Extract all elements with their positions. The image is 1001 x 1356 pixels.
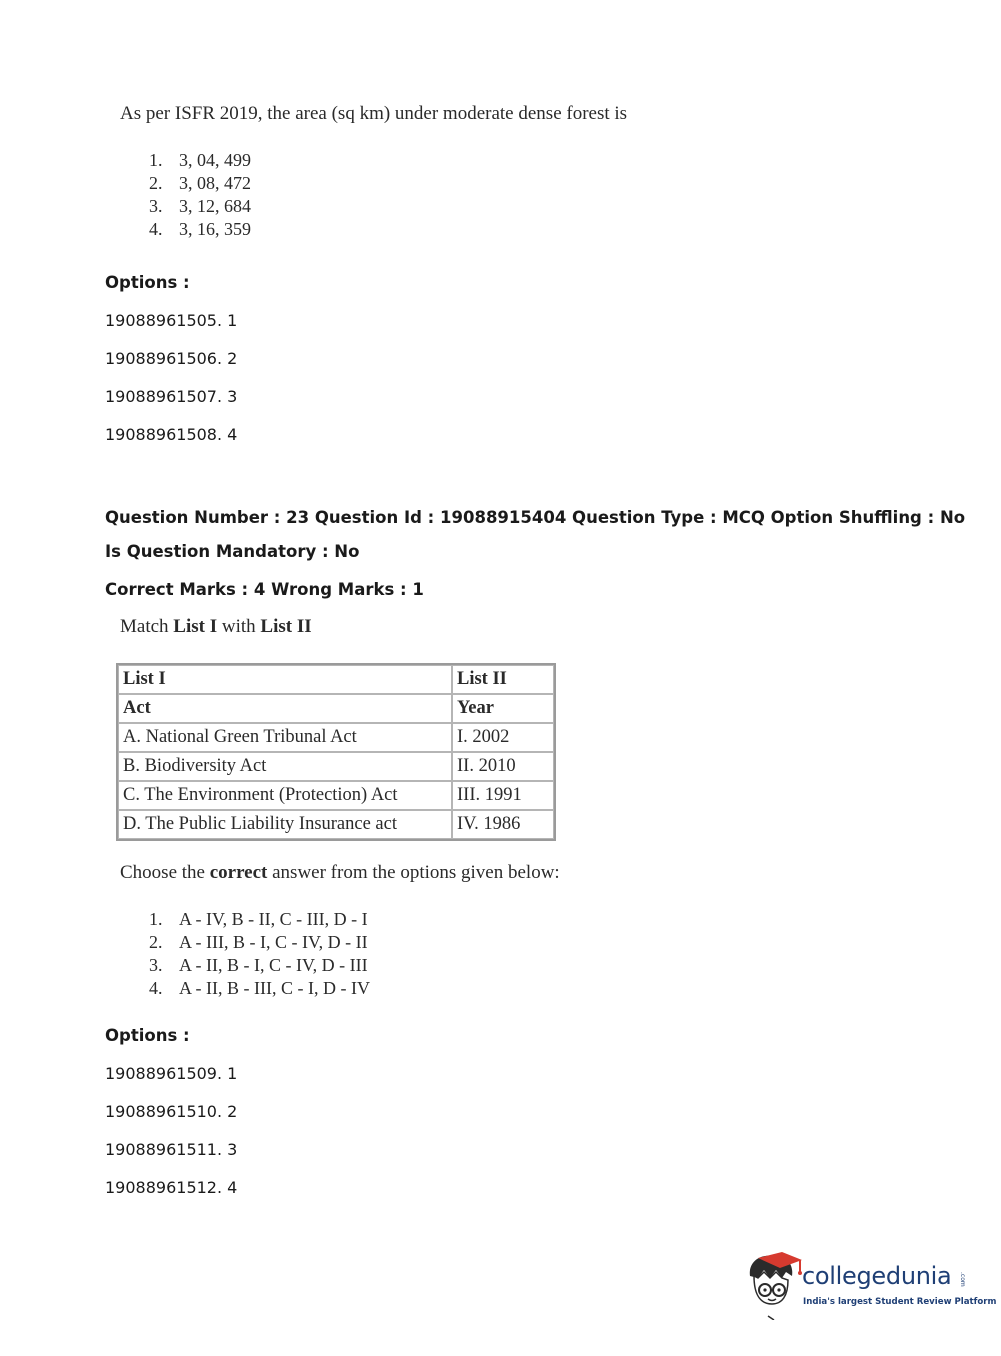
choice-item: 2. 3, 08, 472 (149, 173, 251, 193)
choice-item: 1. A - IV, B - II, C - III, D - I (149, 909, 368, 929)
table-row (118, 810, 554, 839)
table-cell: I. 2002 (452, 723, 554, 752)
option-id: 19088961505. 1 (105, 311, 238, 330)
option-id: 19088961506. 2 (105, 349, 238, 368)
table-header-cell: List II (452, 665, 554, 694)
table-cell: IV. 1986 (452, 810, 554, 839)
table-cell: III. 1991 (452, 781, 554, 810)
table-header-cell: List I (118, 665, 452, 694)
question-22-text: As per ISFR 2019, the area (sq km) under moderate dense forest is (120, 103, 628, 124)
table-header-row (118, 665, 554, 694)
choice-item: 3. 3, 12, 684 (149, 196, 251, 216)
options-heading: Options : (105, 273, 190, 292)
collegedunia-mascot-icon (742, 1250, 804, 1320)
table-row (118, 781, 554, 810)
table-cell: C. The Environment (Protection) Act (118, 781, 452, 810)
choice-item: 1. 3, 04, 499 (149, 150, 251, 170)
brand-tagline: India's largest Student Review Platform (803, 1297, 997, 1307)
choice-item: 4. 3, 16, 359 (149, 219, 251, 239)
option-id: 19088961511. 3 (105, 1140, 238, 1159)
question-23-meta: Question Number : 23 Question Id : 19088915404 Question Type : MCQ Option Shuffling : No (105, 508, 966, 527)
match-intro: Match List I with List II (120, 616, 312, 637)
option-id: 19088961512. 4 (105, 1178, 238, 1197)
options-heading: Options : (105, 1026, 190, 1045)
choice-item: 2. A - III, B - I, C - IV, D - II (149, 932, 368, 952)
option-id: 19088961507. 3 (105, 387, 238, 406)
option-id: 19088961510. 2 (105, 1102, 238, 1121)
brand-name: collegedunia (802, 1262, 952, 1290)
table-row (118, 723, 554, 752)
choice-item: 3. A - II, B - I, C - IV, D - III (149, 955, 368, 975)
match-table (116, 663, 556, 841)
question-22-choices (149, 149, 251, 241)
table-subheader-row (118, 694, 554, 723)
choose-instruction: Choose the correct answer from the options given below: (120, 862, 560, 883)
table-cell: II. 2010 (452, 752, 554, 781)
option-id: 19088961508. 4 (105, 425, 238, 444)
brand-domain-suffix: .com (959, 1272, 966, 1287)
question-mandatory: Is Question Mandatory : No (105, 542, 360, 561)
choice-item: 4. A - II, B - III, C - I, D - IV (149, 978, 370, 998)
table-cell: D. The Public Liability Insurance act (118, 810, 452, 839)
table-cell: B. Biodiversity Act (118, 752, 452, 781)
table-row (118, 752, 554, 781)
option-id: 19088961509. 1 (105, 1064, 238, 1083)
table-header-cell: Act (118, 694, 452, 723)
table-cell: A. National Green Tribunal Act (118, 723, 452, 752)
table-header-cell: Year (452, 694, 554, 723)
question-marks: Correct Marks : 4 Wrong Marks : 1 (105, 580, 424, 599)
question-23-choices (149, 908, 370, 1000)
